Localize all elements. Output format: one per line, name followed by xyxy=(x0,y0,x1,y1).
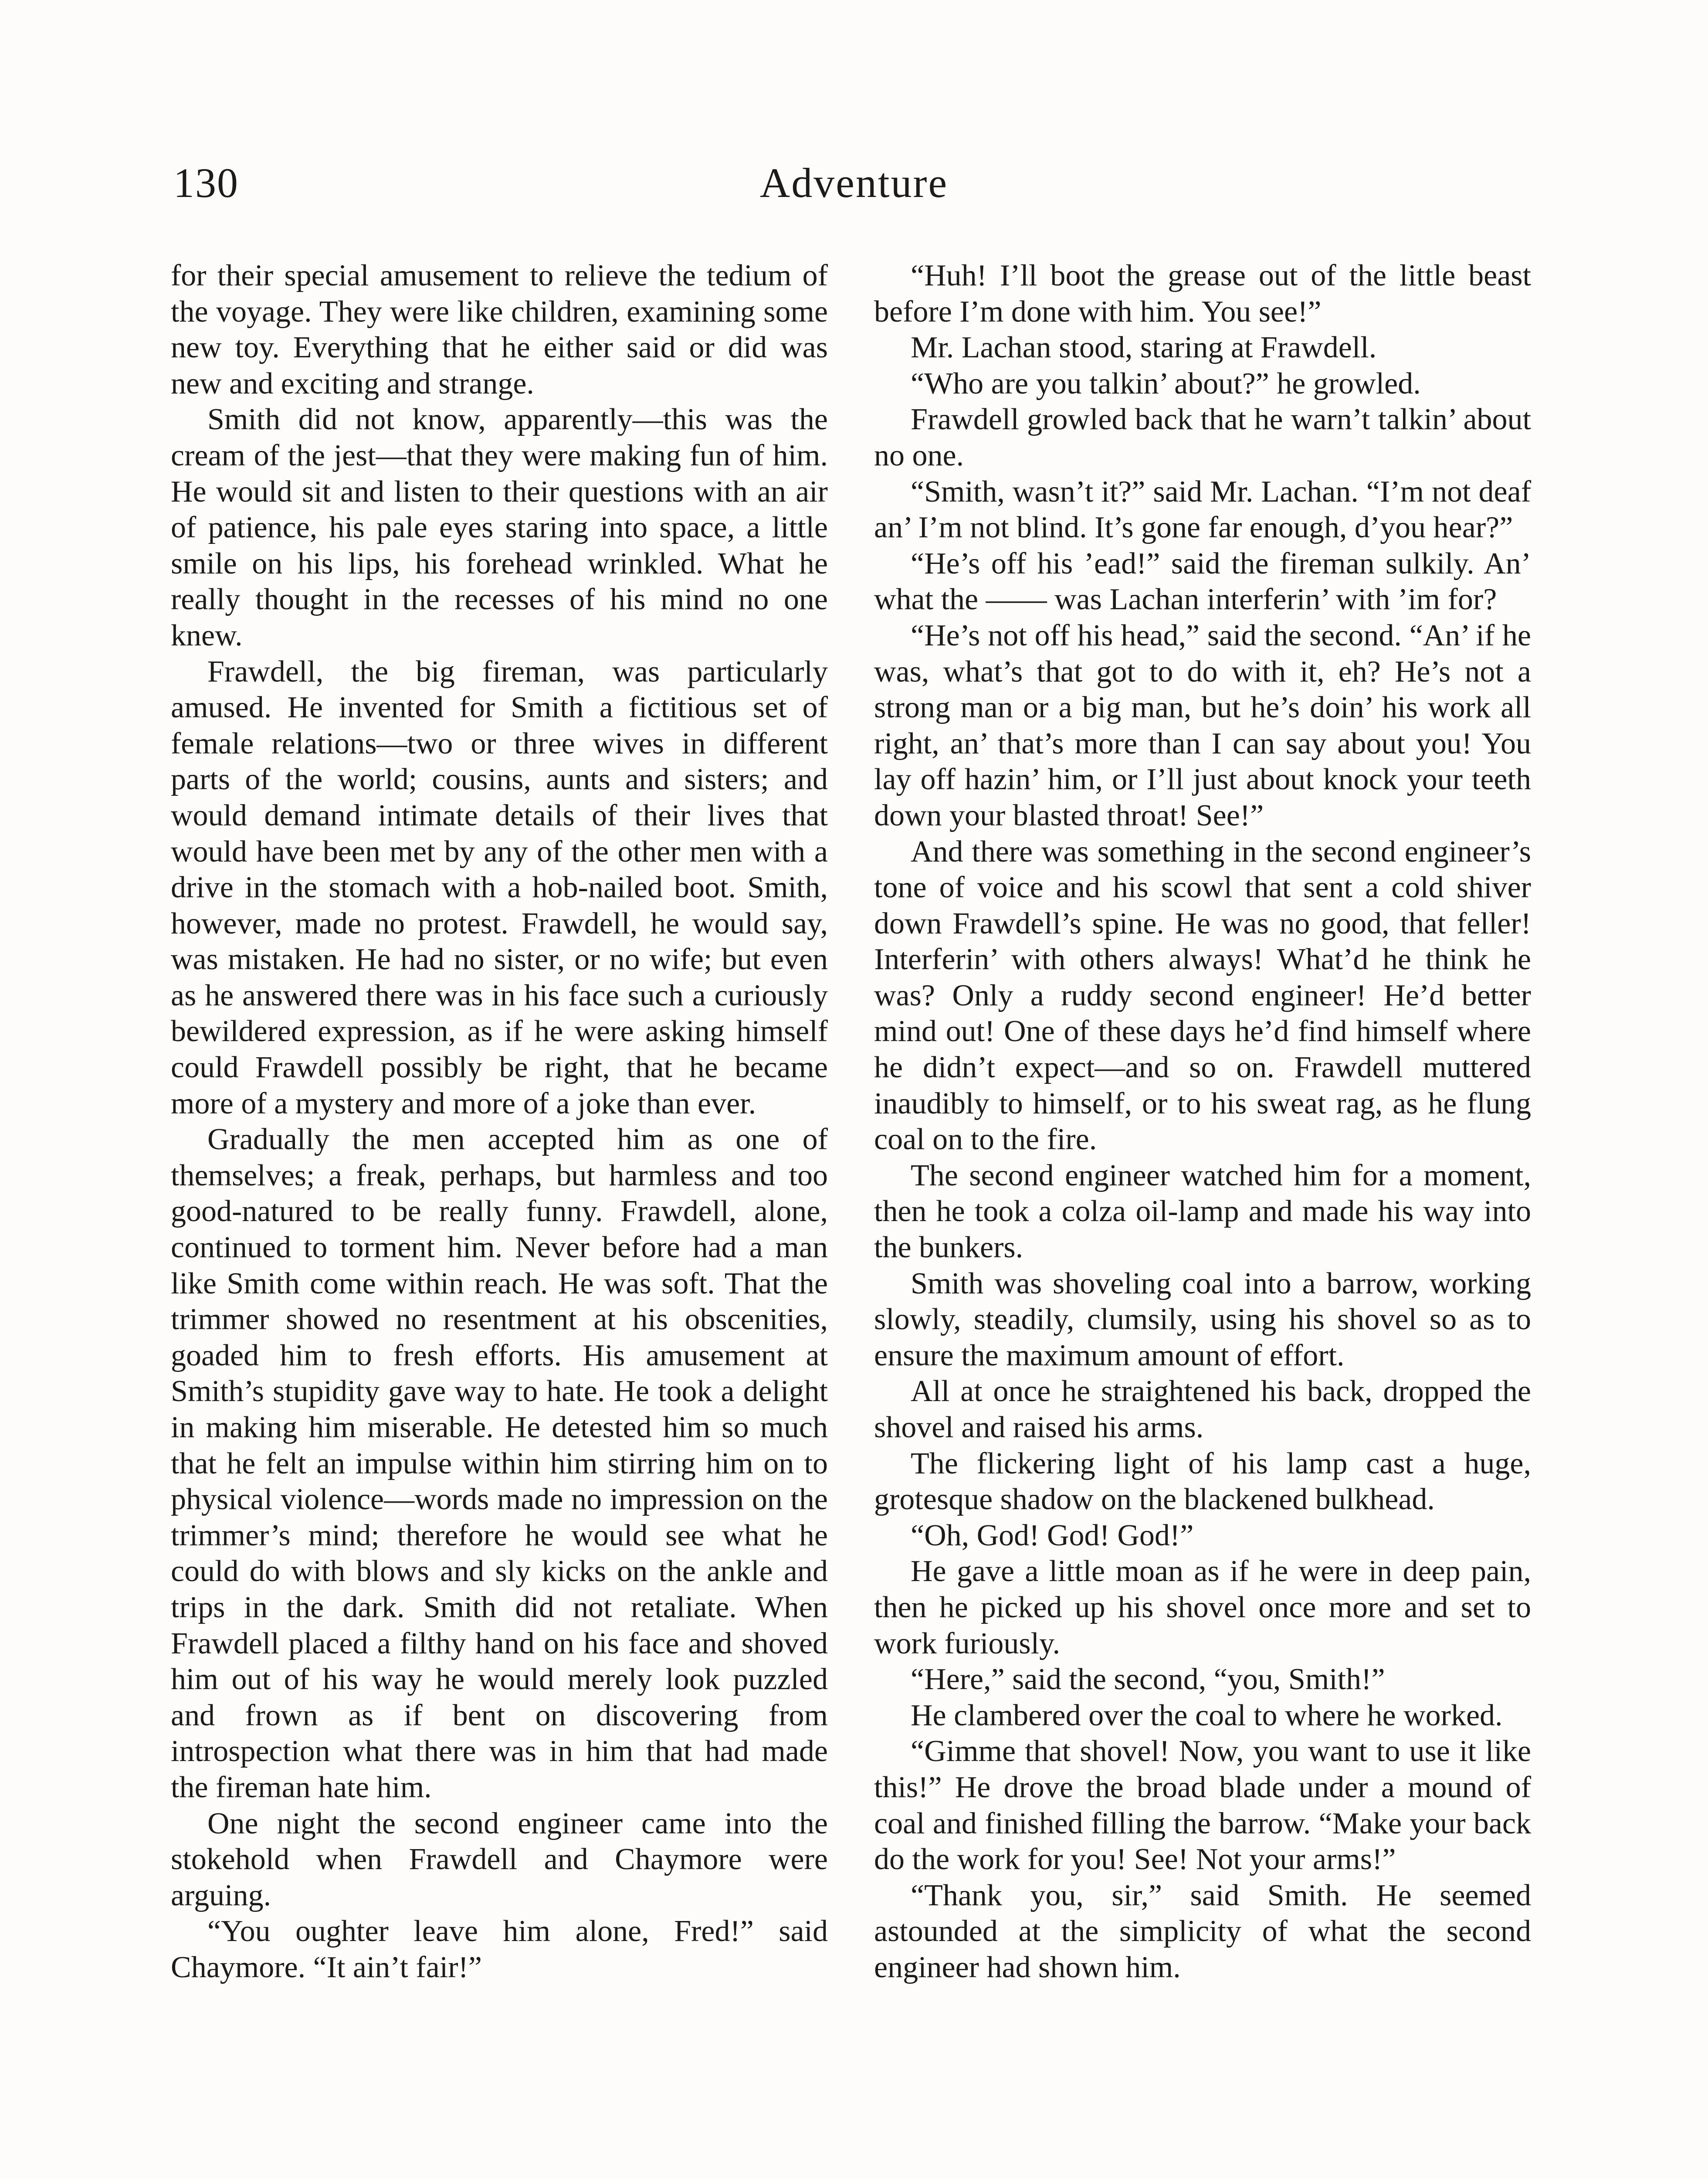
paragraph: “Huh! I’ll boot the grease out of the little beast before I’m done with him. You see!” xyxy=(874,259,1531,329)
paragraph: “Who are you talkin’ about?” he growled. xyxy=(911,367,1421,401)
right-column xyxy=(874,258,1531,1986)
paragraph: “Smith, wasn’t it?” said Mr. Lachan. “I’m not deaf an’ I’m not blind. It’s gone far enough, d’you hear?” xyxy=(874,475,1531,545)
paragraph: Smith did not know, apparently—this was the cream of the jest—that they were making fun of him. He would sit and listen to their questions with an air of patience, his pale eyes staring into space, a little smile on his lips, his forehead wrinkled. What he really thought in the recesses of his mind no one knew. xyxy=(171,403,828,652)
paragraph: “Thank you, sir,” said Smith. He seemed astounded at the simplicity of what the second engineer had shown him. xyxy=(874,1878,1531,1984)
paragraph: Mr. Lachan stood, staring at Frawdell. xyxy=(911,331,1377,365)
running-title: Adventure xyxy=(759,160,949,206)
left-column xyxy=(171,258,828,1986)
paragraph: Smith was shoveling coal into a barrow, working slowly, steadily, clumsily, using his shovel so as to ensure the maximum amount of effort. xyxy=(874,1266,1531,1372)
paragraph: for their special amusement to relieve the tedium of the voyage. They were like children, examining some new toy. Everything that he either said or did was new and exciting and strange. xyxy=(171,259,828,401)
paragraph: “He’s off his ’ead!” said the fireman sulkily. An’ what the —— was Lachan interferin’ with ’im for? xyxy=(874,546,1531,617)
page-number: 130 xyxy=(173,160,239,206)
paragraph: He clambered over the coal to where he worked. xyxy=(911,1698,1503,1732)
paragraph: “Gimme that shovel! Now, you want to use it like this!” He drove the broad blade under a mound of coal and finished filling the barrow. “Make your back do the work for you! See! Not your arms!” xyxy=(874,1734,1531,1877)
paragraph: “Oh, God! God! God!” xyxy=(911,1518,1194,1552)
paragraph: The second engineer watched him for a moment, then he took a colza oil-lamp and made his way into the bunkers. xyxy=(874,1158,1531,1265)
paragraph: He gave a little moan as if he were in deep pain, then he picked up his shovel once more and set to work furiously. xyxy=(874,1554,1531,1660)
paragraph: Gradually the men accepted him as one of themselves; a freak, perhaps, but harmless and too good-natured to be really funny. Frawdell, alone, continued to torment him. Never before had a man like Smith come within reach. He was soft. That the trimmer showed no resentment at his obscenities, goaded him to fresh efforts. His amusement at Smith’s stupidity gave way to hate. He took a delight in making him miserable. He detested him so much that he felt an impulse within him stirring him on to physical violence—words made no impression on the trimmer’s mind; therefore he would see what he could do with blows and sly kicks on the ankle and trips in the dark. Smith did not retaliate. When Frawdell placed a filthy hand on his face and shoved him out of his way he would merely look puzzled and frown as if bent on discovering from introspection what there was in him that had made the fireman hate him. xyxy=(171,1123,828,1804)
paragraph: “You oughter leave him alone, Fred!” said Chaymore. “It ain’t fair!” xyxy=(171,1914,828,1984)
paragraph: “Here,” said the second, “you, Smith!” xyxy=(911,1663,1385,1697)
paragraph: All at once he straightened his back, dropped the shovel and raised his arms. xyxy=(874,1375,1531,1444)
paragraph: And there was something in the second engineer’s tone of voice and his scowl that sent a cold shiver down Frawdell’s spine. He was no good, that feller! Interferin’ with others always! What’d he think he was? Only a ruddy second engineer! He’d better mind out! One of these days he’d find himself where he didn’t expect—and so on. Frawdell muttered inaudibly to himself, or to his sweat rag, as he flung coal on to the fire. xyxy=(874,835,1531,1157)
paragraph: “He’s not off his head,” said the second. “An’ if he was, what’s that got to do with it, eh? He’s not a strong man or a big man, but he’s doin’ his work all right, an’ that’s more than I can say about you! You lay off hazin’ him, or I’ll just about knock your teeth down your blasted throat! See!” xyxy=(874,618,1531,832)
paragraph: Frawdell, the big fireman, was particularly amused. He invented for Smith a fictitious set of female relations—two or three wives in different parts of the world; cousins, aunts and sisters; and would demand intimate details of their lives that would have been met by any of the other men with a drive in the stomach with a hob-nailed boot. Smith, however, made no protest. Frawdell, he would say, was mistaken. He had no sister, or no wife; but even as he answered there was in his face such a curiously bewildered expression, as if he were asking himself could Frawdell possibly be right, that he became more of a mystery and more of a joke than ever. xyxy=(171,655,828,1120)
paragraph: One night the second engineer came into the stokehold when Frawdell and Chaymore were arguing. xyxy=(171,1806,828,1912)
paragraph: The flickering light of his lamp cast a huge, grotesque shadow on the blackened bulkhead. xyxy=(874,1446,1531,1517)
paragraph: Frawdell growled back that he warn’t talkin’ about no one. xyxy=(874,403,1531,472)
